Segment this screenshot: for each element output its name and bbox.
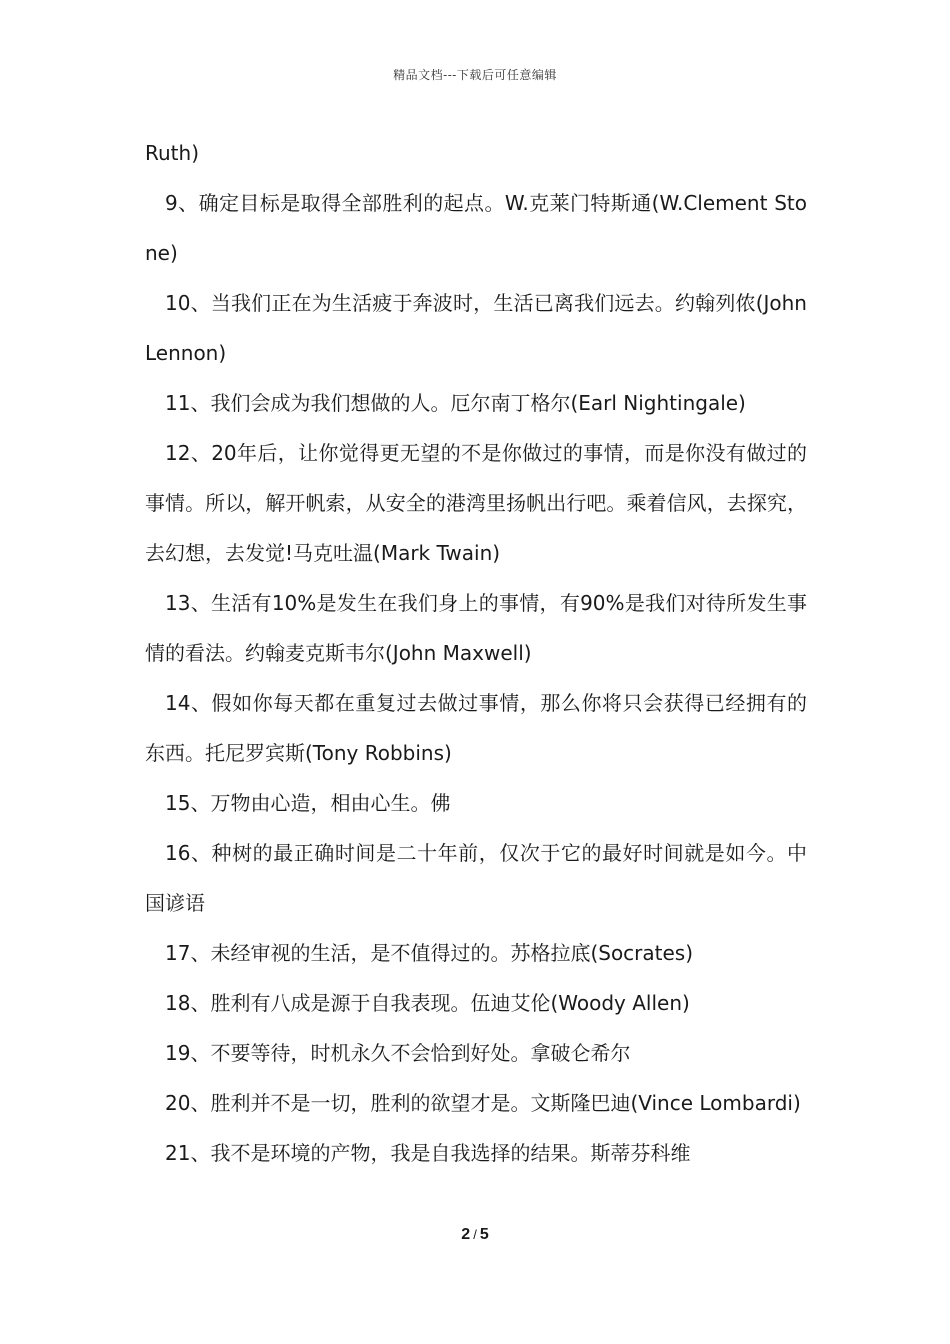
quote-paragraph-17: 17、未经审视的生活，是不值得过的。苏格拉底(Socrates) <box>165 941 694 965</box>
quote-paragraph-18: 18、胜利有八成是源于自我表现。伍迪艾伦(Woody Allen) <box>165 991 690 1015</box>
quote-paragraph-9: 9、确定目标是取得全部胜利的起点。W.克莱门特斯通(W.Clement Stone) <box>145 191 807 265</box>
quote-paragraph-10: 10、当我们正在为生活疲于奔波时，生活已离我们远去。约翰列侬(John Lennon) <box>145 291 807 365</box>
quote-paragraph-20: 20、胜利并不是一切，胜利的欲望才是。文斯隆巴迪(Vince Lombardi) <box>165 1091 801 1115</box>
page-header: 精品文档---下载后可任意编辑 <box>393 68 557 82</box>
quote-paragraph-14: 14、假如你每天都在重复过去做过事情，那么你将只会获得已经拥有的东西。托尼罗宾斯(Tony Robbins) <box>145 691 807 765</box>
current-page-number: 2 <box>461 1226 471 1243</box>
quote-paragraph-21: 21、我不是环境的产物，我是自我选择的结果。斯蒂芬科维 <box>165 1141 691 1165</box>
quote-paragraph-13: 13、生活有10%是发生在我们身上的事情，有90%是我们对待所发生事情的看法。约翰麦克斯韦尔(John Maxwell) <box>145 591 807 665</box>
paragraph-continuation: Ruth) <box>145 141 199 165</box>
page-separator: / <box>473 1227 477 1242</box>
quote-paragraph-11: 11、我们会成为我们想做的人。厄尔南丁格尔(Earl Nightingale) <box>165 391 746 415</box>
quote-paragraph-12: 12、20年后，让你觉得更无望的不是你做过的事情，而是你没有做过的事情。所以，解开帆索，从安全的港湾里扬帆出行吧。乘着信风，去探究，去幻想，去发觉!马克吐温(Mark Twain) <box>145 441 807 565</box>
quote-paragraph-15: 15、万物由心造，相由心生。佛 <box>165 791 451 815</box>
quote-paragraph-16: 16、种树的最正确时间是二十年前，仅次于它的最好时间就是如今。中国谚语 <box>145 841 807 915</box>
total-pages-number: 5 <box>479 1226 489 1243</box>
page-number <box>0 1226 950 1244</box>
quote-paragraph-19: 19、不要等待，时机永久不会恰到好处。拿破仑希尔 <box>165 1041 631 1065</box>
document-body <box>145 128 807 1178</box>
